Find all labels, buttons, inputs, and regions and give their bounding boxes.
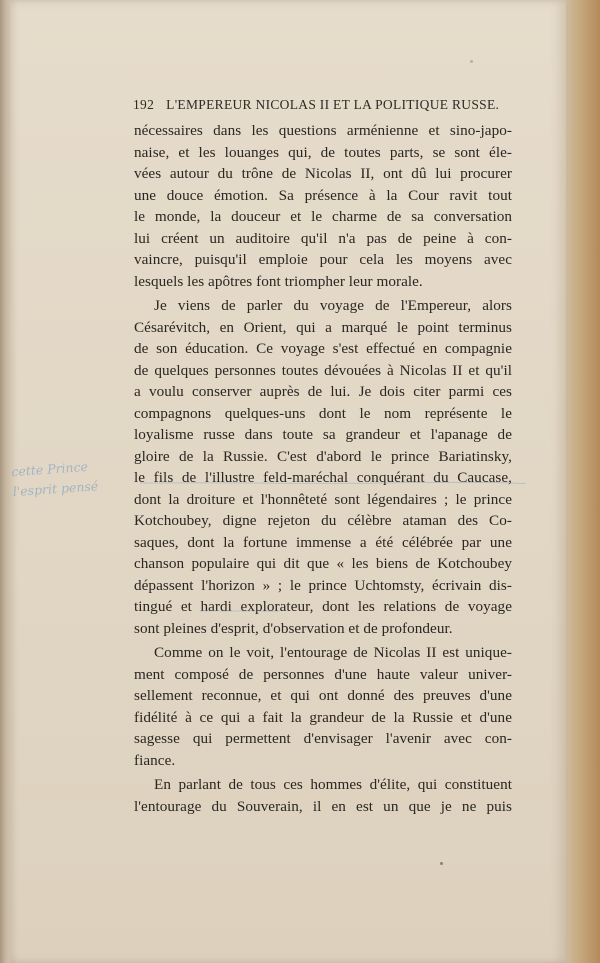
text-line: l'entourage du Souverain, il en est un que je ne puis: [134, 797, 512, 815]
text-line: lui créent un auditoire qu'il n'a pas de peine à con-: [134, 229, 512, 247]
text-line: En parlant de tous ces hommes d'élite, qui constituent: [154, 776, 512, 793]
text-line: dont la droiture et l'honnêteté sont légendaires ; le prince: [134, 490, 512, 508]
page-number: 192: [133, 97, 155, 112]
text-line: le fils de l'illustre feld-maréchal conquérant du Caucase,: [134, 469, 512, 486]
margin-note-line: l'esprit pensé: [12, 478, 99, 500]
pencil-underline: [200, 610, 280, 612]
ink-speck: [440, 862, 443, 865]
text-line: de son éducation. Ce voyage s'est effectué en compagnie: [134, 340, 512, 357]
running-title: L'EMPEREUR NICOLAS II ET LA POLITIQUE RUSSE.: [166, 97, 500, 112]
margin-note-line: cette Prince: [10, 458, 89, 480]
page-edge: [566, 0, 600, 963]
text-line: compagnons quelques-uns dont le nom représente le: [134, 404, 512, 422]
text-line: saques, dont la fortune immense a été célébrée par une: [134, 533, 512, 551]
text-line: sagesse qui permettent d'envisager l'avenir avec con-: [134, 730, 512, 747]
handwritten-margin-note: [11, 454, 133, 502]
text-line: naise, et les louanges qui, de toutes parts, se sont éle-: [134, 143, 512, 161]
text-line: sont pleines d'esprit, d'observation et de profondeur.: [134, 619, 453, 637]
text-line: loyalisme russe dans toute sa grandeur et l'apanage de: [134, 426, 512, 443]
text-line: fidélité à ce qui a fait la grandeur de la Russie et d'une: [134, 708, 512, 726]
text-line: Comme on le voit, l'entourage de Nicolas II est unique-: [154, 644, 512, 661]
text-line: Césarévitch, en Orient, qui a marqué le point terminus: [134, 318, 512, 336]
text-line: tingué et hardi explorateur, dont les relations de voyage: [134, 598, 512, 615]
text-line: vaincre, puisqu'il emploie pour cela les moyens avec: [134, 251, 512, 268]
text-line: vées autour du trône de Nicolas II, ont dû lui procurer: [134, 165, 512, 182]
text-line: lesquels les apôtres font triompher leur morale.: [134, 272, 423, 290]
text-line: a voulu conserver auprès de lui. Je dois citer parmi ces: [134, 383, 512, 400]
text-line: nécessaires dans les questions arménienne et sino-japo-: [134, 122, 512, 139]
pencil-underline: [140, 482, 526, 484]
running-header: [133, 97, 503, 113]
ink-speck: [470, 60, 473, 63]
text-line: chanson populaire qui dit que « les biens de Kotchoubey: [134, 555, 512, 572]
text-line: gloire de la Russie. C'est d'abord le prince Bariatinsky,: [134, 447, 512, 465]
text-line: le monde, la douceur et le charme de sa conversation: [134, 208, 512, 225]
text-line: une douce émotion. Sa présence à la Cour ravit tout: [134, 186, 512, 204]
text-line: Je viens de parler du voyage de l'Empereur, alors: [154, 297, 512, 314]
text-line: fiance.: [134, 751, 176, 769]
text-line: dépassent l'horizon » ; le prince Uchtomsty, écrivain dis-: [134, 576, 512, 594]
body-text: [134, 120, 512, 817]
text-line: ment composé de personnes d'une haute valeur univer-: [134, 665, 512, 683]
text-line: sellement reconnue, et qui ont donné des preuves d'une: [134, 687, 512, 704]
text-line: de quelques personnes toutes dévouées à Nicolas II et qu'il: [134, 361, 512, 379]
text-line: Kotchoubey, digne rejeton du célèbre ataman des Co-: [134, 512, 512, 529]
